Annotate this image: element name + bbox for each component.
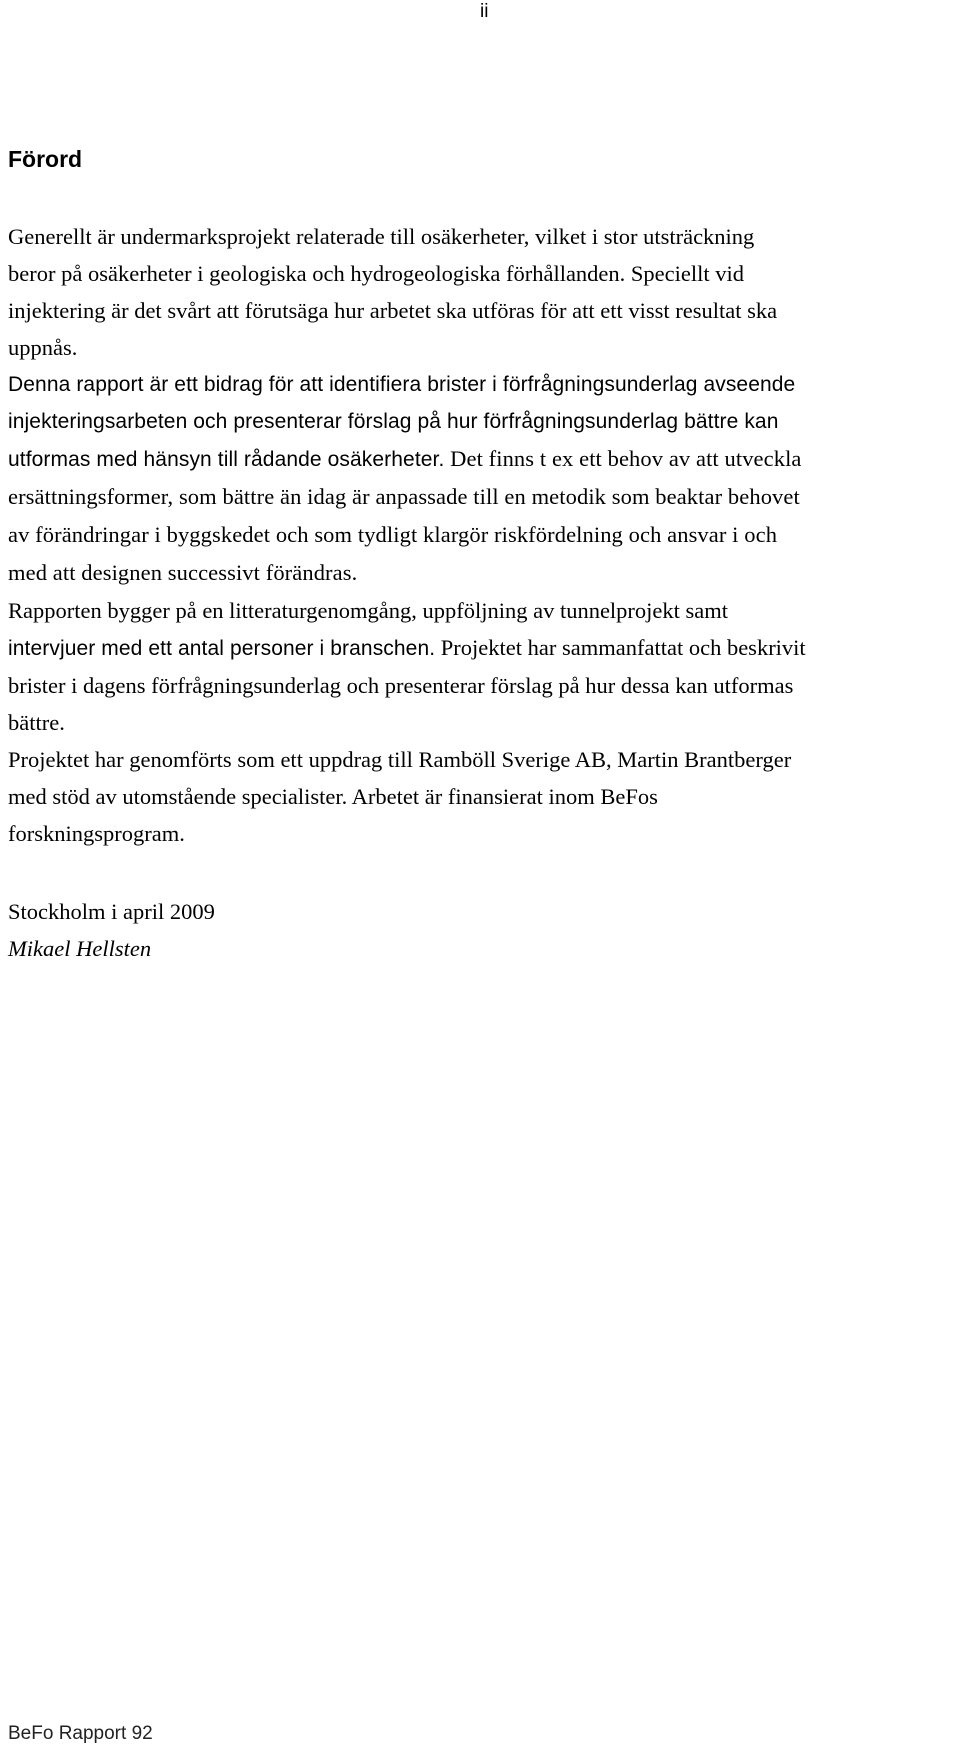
text-line: Generellt är undermarksprojekt relaterade till osäkerheter, vilket i stor utsträckning — [8, 224, 755, 249]
closing — [8, 893, 215, 967]
text-line: ersättningsformer, som bättre än idag är anpassade till en metodik som beaktar behovet — [8, 484, 800, 509]
page-title: Förord — [8, 146, 83, 172]
text-line: injekteringsarbeten och presenterar förslag på hur förfrågningsunderlag bättre kan — [8, 410, 779, 433]
text-line: Projektet har genomförts som ett uppdrag till Ramböll Sverige AB, Martin Brantberger — [8, 747, 792, 772]
report-footer: BeFo Rapport 92 — [8, 1723, 153, 1744]
text-line: forskningsprogram. — [8, 821, 185, 846]
text-line: av förändringar i byggskedet och som tydligt klargör riskfördelning och ansvar i och — [8, 522, 778, 547]
page-number: ii — [480, 1, 489, 22]
paragraph-intro — [8, 218, 958, 366]
text-line: utformas med hänsyn till rådande osäkerheter. — [8, 448, 445, 471]
text-line: med stöd av utomstående specialister. Arbetet är finansierat inom BeFos — [8, 784, 658, 809]
paragraph-report-purpose — [8, 366, 958, 592]
text-line: Det finns t ex ett behov av att utveckla — [444, 446, 802, 471]
text-line: Rapporten bygger på en litteraturgenomgång, uppföljning av tunnelprojekt samt — [8, 598, 729, 623]
paragraph-funding — [8, 741, 958, 852]
text-line: uppnås. — [8, 335, 78, 360]
text-line: injektering är det svårt att förutsäga hur arbetet ska utföras för att ett visst resultat ska — [8, 298, 778, 323]
text-line: med att designen successivt förändras. — [8, 560, 358, 585]
author-signature: Mikael Hellsten — [8, 936, 152, 961]
text-line: Projektet har sammanfattat och beskrivit — [435, 635, 806, 660]
text-line: intervjuer med ett antal personer i branschen. — [8, 637, 436, 660]
paragraph-method — [8, 592, 958, 741]
text-line: Denna rapport är ett bidrag för att identifiera brister i förfrågningsunderlag avseende — [8, 373, 796, 396]
foreword-body — [8, 218, 958, 852]
place-date: Stockholm i april 2009 — [8, 899, 215, 924]
text-line: bättre. — [8, 710, 65, 735]
text-line: brister i dagens förfrågningsunderlag och presenterar förslag på hur dessa kan utformas — [8, 673, 794, 698]
text-line: beror på osäkerheter i geologiska och hydrogeologiska förhållanden. Speciellt vid — [8, 261, 745, 286]
